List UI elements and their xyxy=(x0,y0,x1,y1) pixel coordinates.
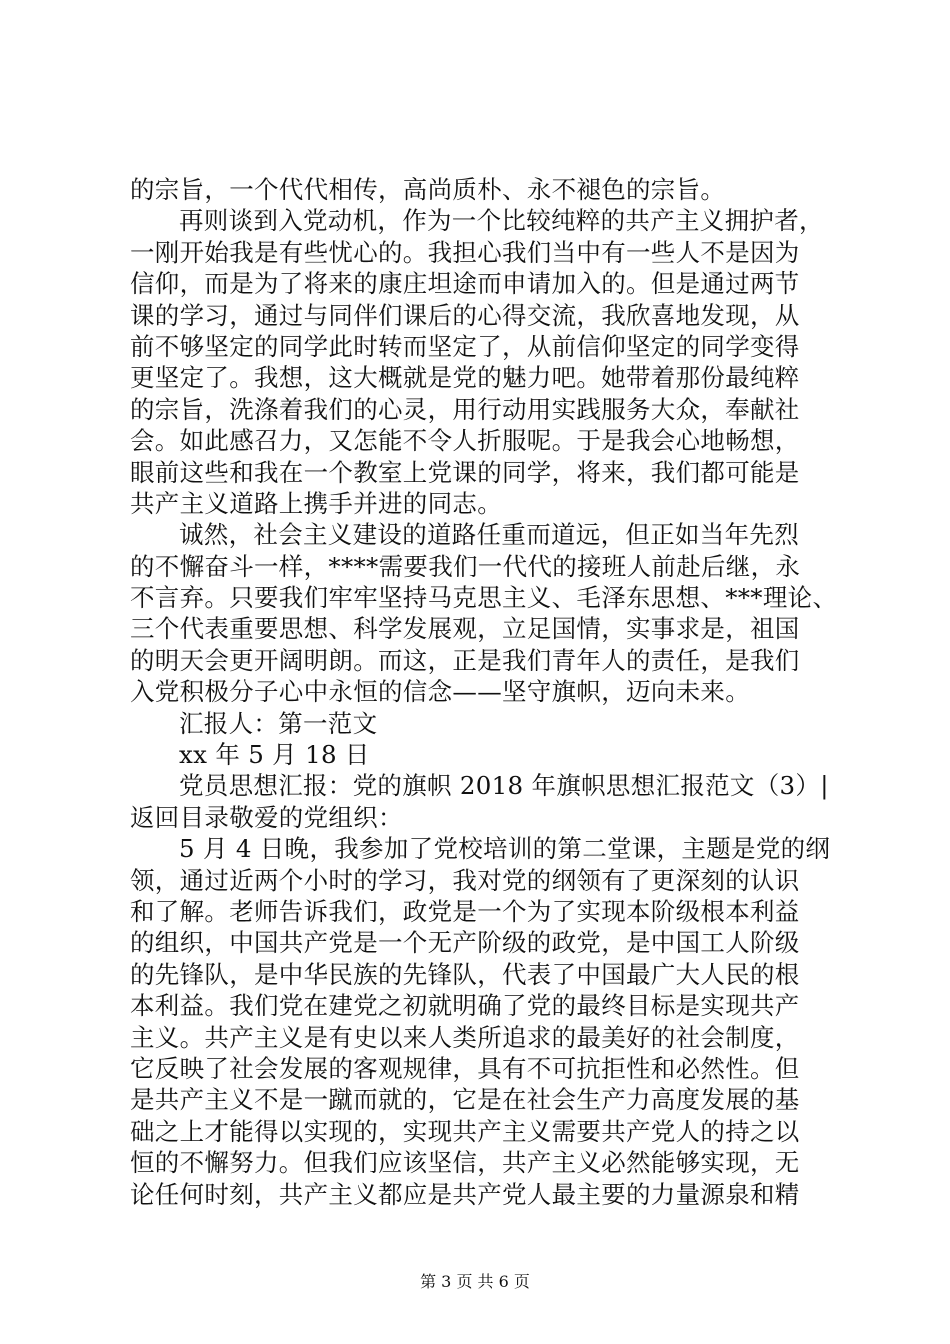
section-heading-line: 党员思想汇报：党的旗帜 2018 年旗帜思想汇报范文（3）| xyxy=(179,771,829,801)
text-line: 更坚定了。我想，这大概就是党的魅力吧。她带着那份最纯粹 xyxy=(130,363,800,393)
text-line: 信仰，而是为了将来的康庄坦途而申请加入的。但是通过两节 xyxy=(130,269,800,299)
text-line: 的不懈奋斗一样，****需要我们一代代的接班人前赴后继，永 xyxy=(130,551,801,581)
page-footer xyxy=(0,1272,950,1292)
text-line: 领，通过近两个小时的学习，我对党的纲领有了更深刻的认识 xyxy=(130,865,800,895)
text-line: 课的学习，通过与同伴们课后的心得交流，我欣喜地发现，从 xyxy=(130,300,800,330)
text-line: 会。如此感召力，又怎能不令人折服呢。于是我会心地畅想， xyxy=(130,426,800,456)
paragraph-start-line: 诚然，社会主义建设的道路任重而道远，但正如当年先烈 xyxy=(179,520,799,550)
text-line: 的组织，中国共产党是一个无产阶级的政党，是中国工人阶级 xyxy=(130,928,800,958)
text-line: 入党积极分子心中永恒的信念——坚守旗帜，迈向未来。 xyxy=(130,677,750,707)
text-line: 础之上才能得以实现的，实现共产主义需要共产党人的持之以 xyxy=(130,1116,800,1146)
text-line: 一刚开始我是有些忧心的。我担心我们当中有一些人不是因为 xyxy=(130,237,800,267)
text-line: 和了解。老师告诉我们，政党是一个为了实现本阶级根本利益 xyxy=(130,896,800,926)
document-body xyxy=(130,174,838,1210)
text-line: 不言弃。只要我们牢牢坚持马克思主义、毛泽东思想、***理论、 xyxy=(130,583,838,613)
text-line: 眼前这些和我在一个教室上党课的同学，将来，我们都可能是 xyxy=(130,457,800,487)
text-line: 的宗旨，洗涤着我们的心灵，用行动用实践服务大众，奉献社 xyxy=(130,394,800,424)
text-line: 前不够坚定的同学此时转而坚定了，从前信仰坚定的同学变得 xyxy=(130,331,800,361)
text-line: 它反映了社会发展的客观规律，具有不可抗拒性和必然性。但 xyxy=(130,1053,800,1083)
text-line: 的先锋队，是中华民族的先锋队，代表了中国最广大人民的根 xyxy=(130,959,800,989)
text-line: 是共产主义不是一蹴而就的，它是在社会生产力高度发展的基 xyxy=(130,1085,800,1115)
text-line: 共产主义道路上携手并进的同志。 xyxy=(130,488,502,518)
text-line: 的宗旨，一个代代相传，高尚质朴、永不褪色的宗旨。 xyxy=(130,175,726,204)
reporter-line: 汇报人：第一范文 xyxy=(179,708,378,738)
text-line: 主义。共产主义是有史以来人类所追求的最美好的社会制度， xyxy=(130,1022,800,1052)
page-number: 第 3 页 共 6 页 xyxy=(420,1272,530,1291)
paragraph-start-line: 再则谈到入党动机，作为一个比较纯粹的共产主义拥护者， xyxy=(179,206,824,236)
paragraph-start-line: 5 月 4 日晚，我参加了党校培训的第二堂课，主题是党的纲 xyxy=(179,834,831,864)
date-line: xx 年 5 月 18 日 xyxy=(179,740,370,770)
text-line: 论任何时刻，共产主义都应是共产党人最主要的力量源泉和精 xyxy=(130,1179,800,1209)
text-line: 恒的不懈努力。但我们应该坚信，共产主义必然能够实现，无 xyxy=(130,1148,800,1178)
text-line: 三个代表重要思想、科学发展观，立足国情，实事求是，祖国 xyxy=(130,614,800,644)
section-heading-line: 返回目录敬爱的党组织： xyxy=(130,802,403,832)
text-line: 的明天会更开阔明朗。而这，正是我们青年人的责任，是我们 xyxy=(130,645,800,675)
text-line: 本利益。我们党在建党之初就明确了党的最终目标是实现共产 xyxy=(130,991,800,1021)
